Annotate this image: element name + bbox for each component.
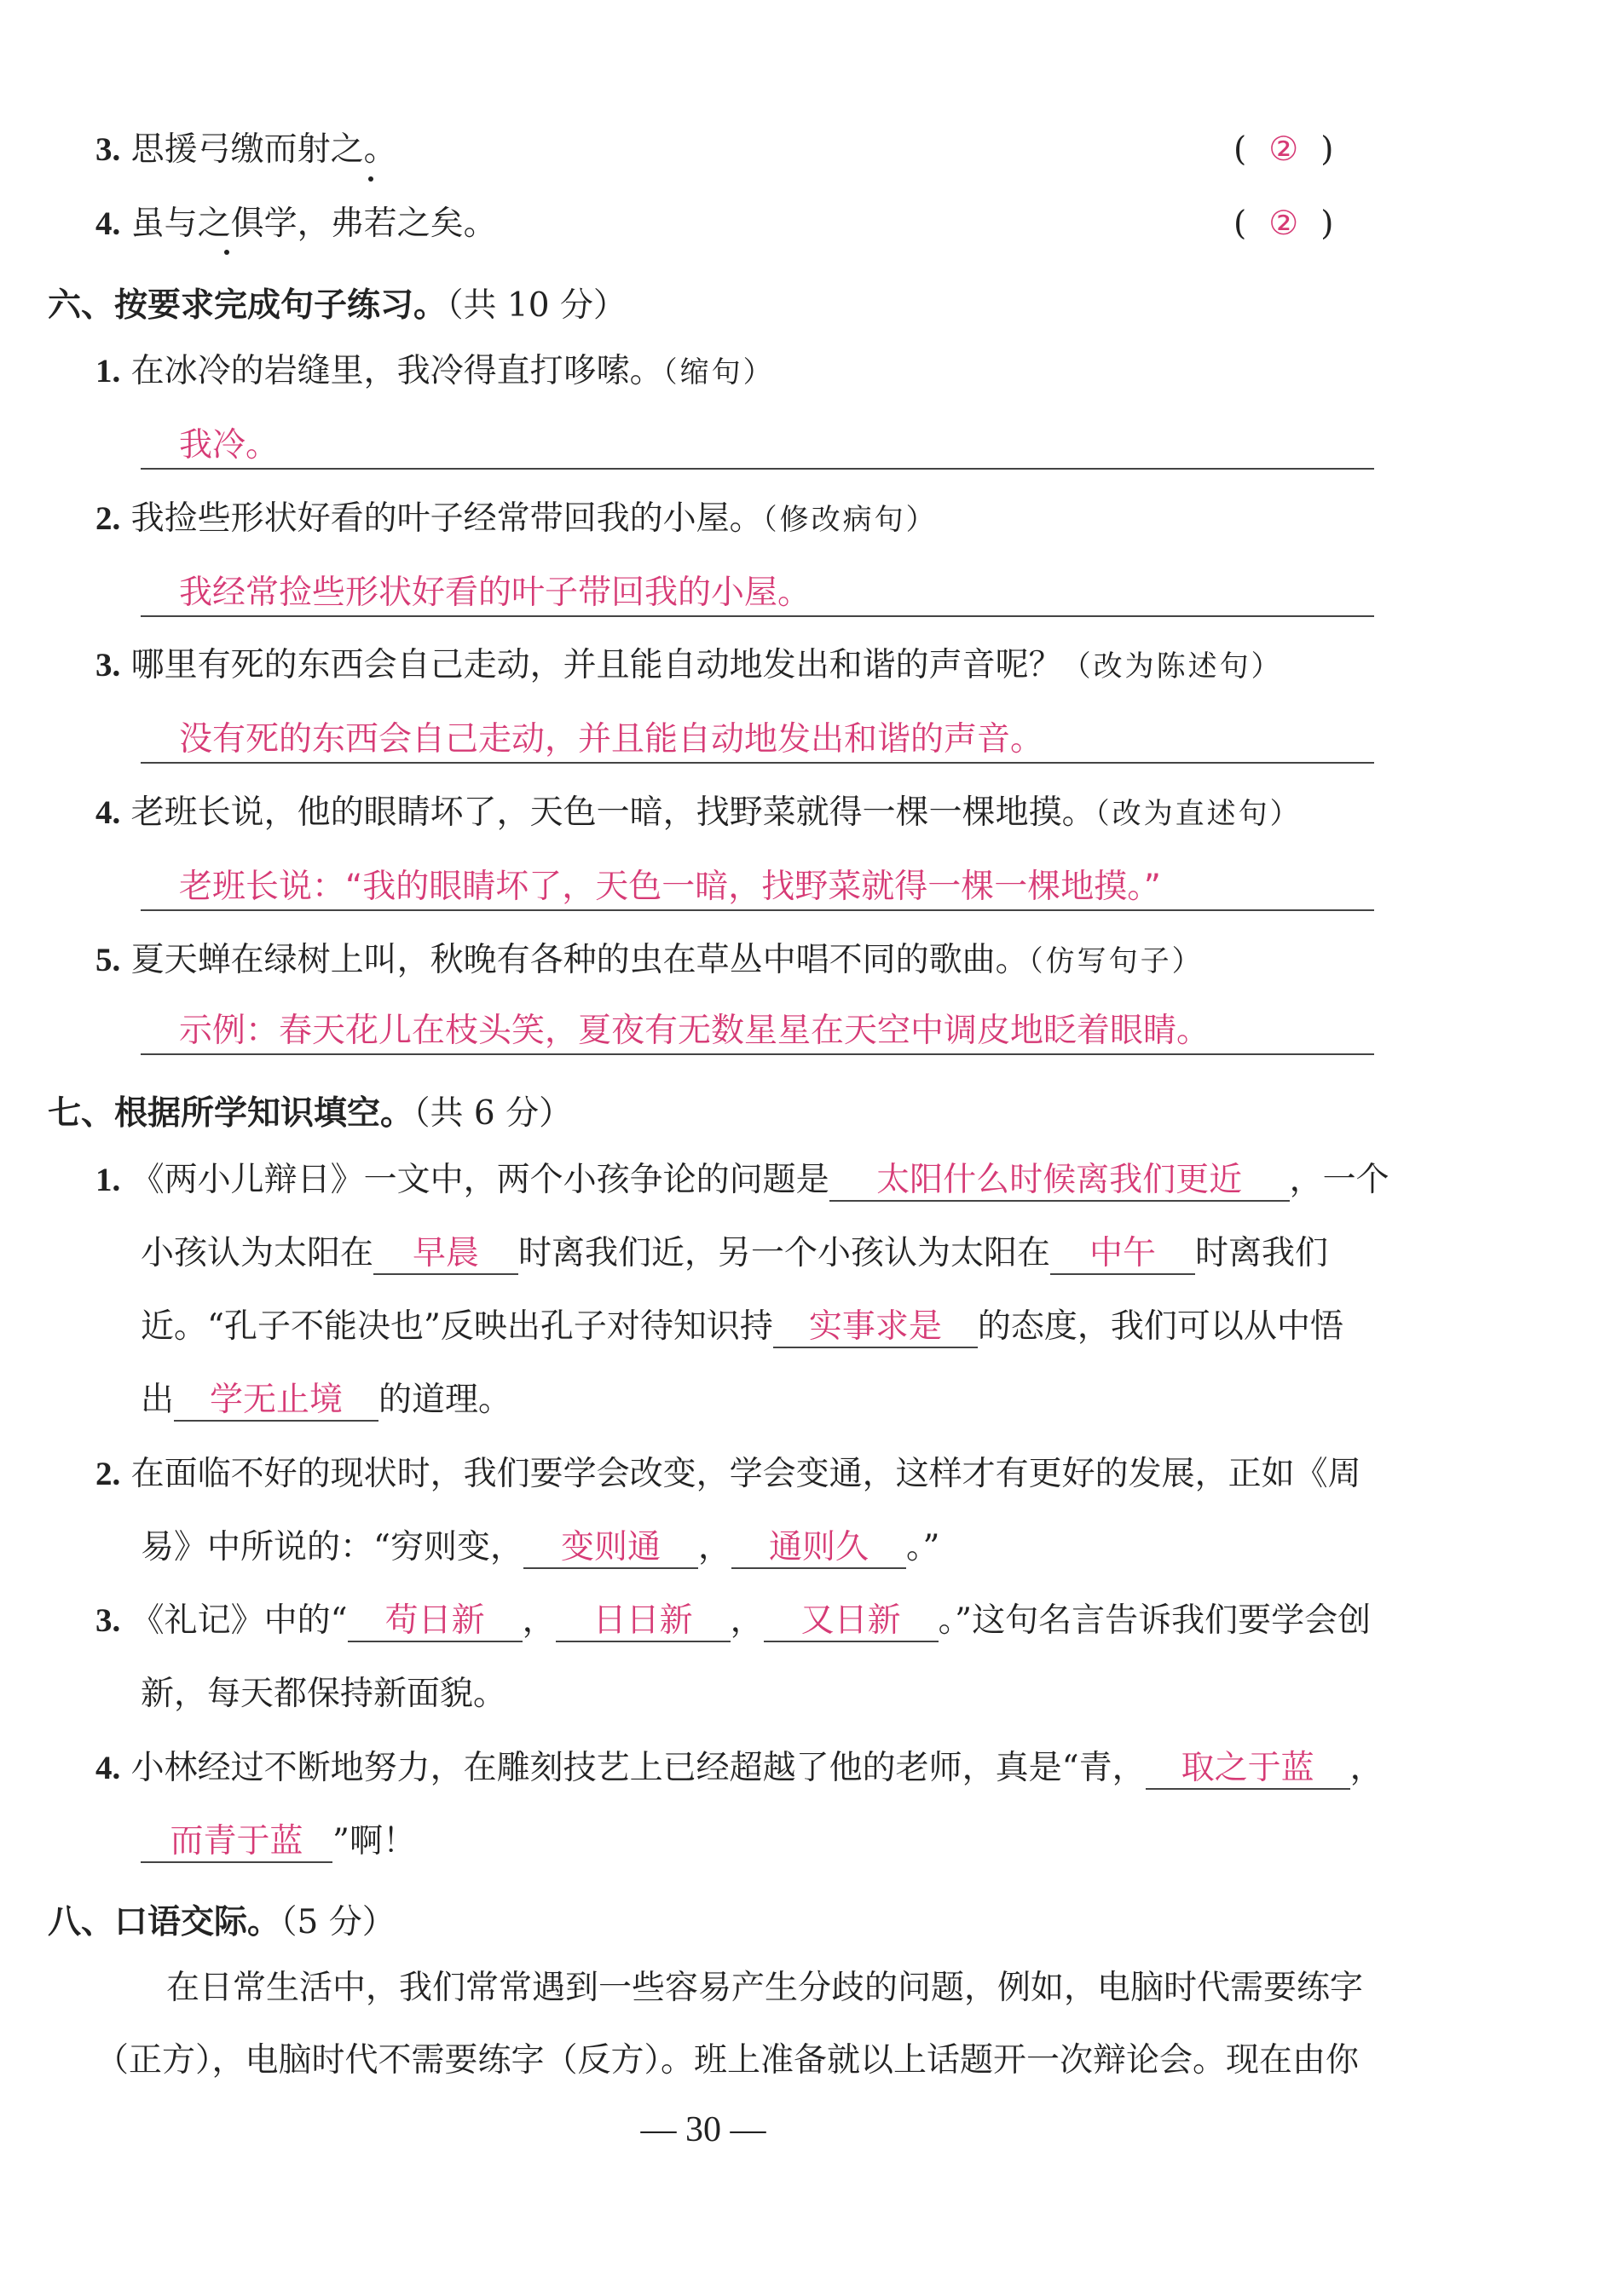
answer-text: 没有死的东西会自己走动，并且能自动地发出和谐的声音。 [179, 720, 1044, 759]
answer-paren-5-3 [1233, 130, 1333, 169]
paren-open: ( [1233, 205, 1247, 243]
question-text: ， [730, 1601, 764, 1640]
question-text: ，一个 [1289, 1161, 1389, 1199]
question-7-4-line2 [141, 1822, 416, 1863]
question-hint: （修改病句） [762, 503, 938, 537]
fill-blank: 太阳什么时候离我们更近 [829, 1162, 1290, 1202]
question-number: 4. [95, 794, 121, 831]
page-number: — 30 — [640, 2110, 766, 2149]
question-number: 5. [95, 942, 121, 978]
fill-blank: 苟日新 [348, 1602, 523, 1642]
fill-blank: 中午 [1050, 1235, 1195, 1275]
question-text: 。” [905, 1528, 940, 1566]
question-text: 出 [141, 1381, 175, 1419]
question-hint: （改为陈述句） [1061, 649, 1283, 684]
question-hint: （仿写句子） [1028, 944, 1204, 978]
answer-line-6-2 [141, 571, 1374, 617]
question-text: 的道理。 [378, 1381, 512, 1419]
question-7-2-line1 [95, 1455, 1361, 1495]
answer-line-6-5 [141, 1009, 1374, 1055]
answer-text: 我经常捡些形状好看的叶子带回我的小屋。 [179, 574, 812, 612]
emphasis-dot [224, 250, 229, 255]
question-7-3-line2 [141, 1675, 506, 1715]
answer-text: 我冷。 [179, 426, 280, 464]
answer-paren-5-4 [1233, 205, 1333, 243]
question-text: 我捡些形状好看的叶子经常带回我的小屋。 [130, 499, 763, 538]
section-score: （5 分） [280, 1903, 396, 1941]
question-7-3-line1 [95, 1601, 1371, 1642]
question-text: 在面临不好的现状时，我们要学会改变，学会变通，这样才有更好的发展，正如《周 [130, 1455, 1361, 1493]
question-text: 新，每天都保持新面貌。 [141, 1675, 507, 1713]
question-text: 时离我们近，另一个小孩认为太阳在 [518, 1234, 1051, 1272]
question-6-3 [95, 646, 1283, 686]
section-8-heading [48, 1895, 396, 1943]
question-number: 2. [95, 1456, 121, 1492]
question-text: 虽与之俱学，弗若之矣。 [130, 205, 497, 243]
question-6-5 [95, 941, 1204, 981]
question-text: 思援弓缴而射之。 [130, 130, 397, 169]
question-number: 1. [95, 1162, 121, 1198]
section-7-heading [48, 1087, 572, 1134]
question-7-4-line1 [95, 1749, 1384, 1790]
fill-blank: 实事求是 [773, 1308, 978, 1348]
section-score: （共 10 分） [447, 286, 627, 325]
question-text: 近。“孔子不能决也”反映出孔子对待知识持 [141, 1307, 773, 1346]
section-title: 七、根据所学知识填空。 [48, 1094, 414, 1133]
section-title: 六、按要求完成句子练习。 [48, 286, 448, 325]
emphasis-dot [368, 176, 373, 182]
question-number: 2. [95, 500, 121, 537]
question-number: 1. [95, 353, 121, 389]
paragraph-text: （正方），电脑时代不需要练字（反方）。班上准备就以上话题开一次辩论会。现在由你 [95, 2041, 1360, 2080]
fill-blank: 而青于蓝 [141, 1823, 332, 1863]
question-text: 老班长说，他的眼睛坏了，天色一暗，找野菜就得一棵一棵地摸。 [130, 793, 1095, 832]
question-hint: （缩句） [662, 355, 775, 389]
question-5-3 [95, 130, 397, 170]
question-number: 3. [95, 1602, 121, 1639]
section-title: 八、口语交际。 [48, 1903, 281, 1941]
question-text: 小孩认为太阳在 [141, 1234, 374, 1272]
question-7-1-line3 [141, 1307, 1343, 1348]
question-7-2-line2 [141, 1528, 939, 1569]
question-text: 《两小儿辩日》一文中，两个小孩争论的问题是 [130, 1161, 829, 1199]
question-text: 哪里有死的东西会自己走动，并且能自动地发出和谐的声音呢？ [130, 646, 1062, 684]
paragraph-text: 在日常生活中，我们常常遇到一些容易产生分歧的问题，例如，电脑时代需要练字 [166, 1969, 1364, 2007]
paren-close: ) [1320, 205, 1334, 243]
question-number: 3. [95, 131, 121, 168]
question-5-4 [95, 205, 497, 245]
question-text: 小林经过不断地努力，在雕刻技艺上已经超越了他的老师，真是“青， [130, 1749, 1146, 1787]
fill-blank: 通则久 [731, 1529, 906, 1569]
answer-text: 示例：春天花儿在枝头笑，夏夜有无数星星在天空中调皮地眨着眼睛。 [179, 1012, 1210, 1050]
section-6-heading [48, 279, 627, 326]
fill-blank: 日日新 [556, 1602, 731, 1642]
section-score: （共 6 分） [413, 1094, 573, 1133]
question-7-1-line4 [141, 1381, 511, 1422]
paragraph-line [95, 2041, 1359, 2081]
question-text: 夏天蝉在绿树上叫，秋晚有各种的虫在草丛中唱不同的歌曲。 [130, 941, 1029, 979]
answer-text: 老班长说：“我的眼睛坏了，天色一暗，找野菜就得一棵一棵地摸。” [179, 868, 1161, 906]
answer-line-6-3 [141, 718, 1374, 764]
question-6-2 [95, 499, 938, 539]
question-text: ， [522, 1601, 556, 1640]
question-text: 的态度，我们可以从中悟 [977, 1307, 1343, 1346]
answer-choice: ② [1268, 205, 1299, 243]
question-number: 4. [95, 1750, 121, 1786]
question-text: 。”这句名言告诉我们要学会创 [938, 1601, 1372, 1640]
paren-close: ) [1320, 130, 1334, 169]
fill-blank: 早晨 [373, 1235, 518, 1275]
question-text: 易》中所说的：“穷则变， [141, 1528, 523, 1566]
answer-line-6-4 [141, 865, 1374, 911]
question-6-1 [95, 352, 775, 392]
question-text: ， [697, 1528, 731, 1566]
paren-open: ( [1233, 130, 1247, 169]
question-text: ”啊！ [332, 1822, 416, 1860]
question-text: 时离我们 [1195, 1234, 1329, 1272]
question-7-1-line2 [141, 1234, 1328, 1275]
fill-blank: 学无止境 [174, 1382, 378, 1422]
fill-blank: 变则通 [523, 1529, 698, 1569]
answer-line-6-1 [141, 424, 1374, 470]
question-text: ， [1349, 1749, 1384, 1787]
question-text: 《礼记》中的“ [130, 1601, 348, 1640]
fill-blank: 取之于蓝 [1146, 1750, 1350, 1790]
paragraph-line [166, 1969, 1363, 2009]
question-number: 4. [95, 205, 121, 242]
fill-blank: 又日新 [764, 1602, 939, 1642]
question-7-1-line1 [95, 1161, 1389, 1202]
question-number: 3. [95, 647, 121, 684]
question-text: 在冰冷的岩缝里，我冷得直打哆嗦。 [130, 352, 663, 390]
answer-choice: ② [1268, 130, 1299, 169]
question-6-4 [95, 793, 1302, 834]
question-hint: （改为直述句） [1095, 797, 1302, 831]
